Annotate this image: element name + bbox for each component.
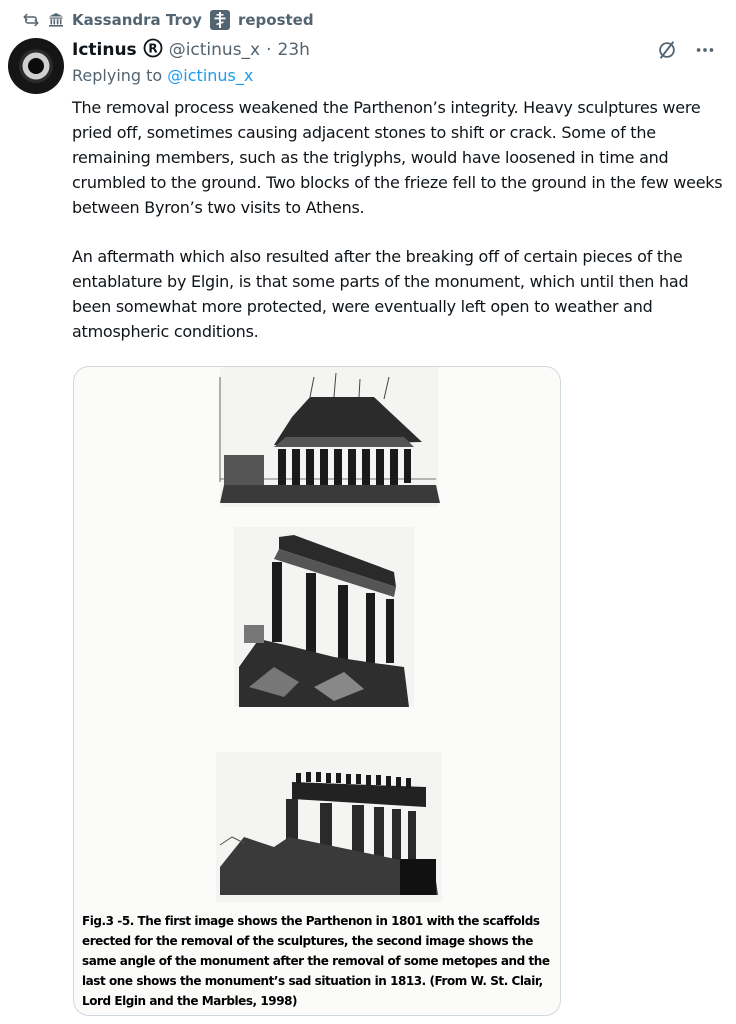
tweet-paragraph: An aftermath which also resulted after the breaking off of certain pieces of the entablature by Elgin, is that some parts of the monument, which until then had been somewhat more protected, were eventually left open to weather and atmospheric conditions.: [72, 247, 689, 341]
parthenon-1801-image: [220, 367, 440, 507]
svg-text:R: R: [148, 40, 158, 55]
repost-icon: [22, 11, 40, 29]
more-icon[interactable]: [694, 39, 716, 61]
tweet-header: [72, 36, 716, 64]
parthenon-illustrations: [74, 367, 560, 907]
image-caption: Fig.3 -5. The first image shows the Parthenon in 1801 with the scaffolds erected for the removal of the sculptures, the second image shows the same angle of the monument after the removal of some metopes and the last one shows the monument’s sad situation in 1813. (From W. St. Clair, Lord Elgin and the Marbles, 1998): [82, 914, 550, 1008]
post-time[interactable]: 23h: [277, 40, 310, 60]
repost-label: reposted: [237, 11, 314, 29]
tweet-paragraph: The removal process weakened the Parthenon’s integrity. Heavy sculptures were pried off, sometimes causing adjacent stones to shift or crack. Some of the remaining members, such as the triglyphs, would have loosened in time and crumbled to the ground. Two blocks of the frieze fell to the ground in the few weeks between Byron’s two visits to Athens.: [72, 98, 723, 217]
separator-dot: ·: [266, 40, 272, 60]
museum-icon: [48, 12, 64, 28]
parthenon-after-removal-image: [234, 527, 414, 707]
registered-icon: [143, 38, 163, 63]
orthodox-cross-icon: [210, 10, 230, 30]
tweet-text: [72, 95, 728, 368]
author-name[interactable]: Ictinus: [72, 40, 137, 60]
grok-icon[interactable]: [656, 39, 678, 61]
replying-prefix: Replying to: [72, 66, 163, 85]
replying-handle[interactable]: @ictinus_x: [167, 66, 254, 85]
avatar[interactable]: [8, 38, 64, 94]
repost-context[interactable]: [22, 6, 314, 34]
parthenon-1813-image: [216, 752, 442, 902]
author-handle[interactable]: @ictinus_x: [168, 40, 261, 60]
repost-user[interactable]: Kassandra Troy: [72, 11, 202, 29]
media-image[interactable]: [73, 366, 561, 1016]
replying-to: [72, 66, 253, 85]
